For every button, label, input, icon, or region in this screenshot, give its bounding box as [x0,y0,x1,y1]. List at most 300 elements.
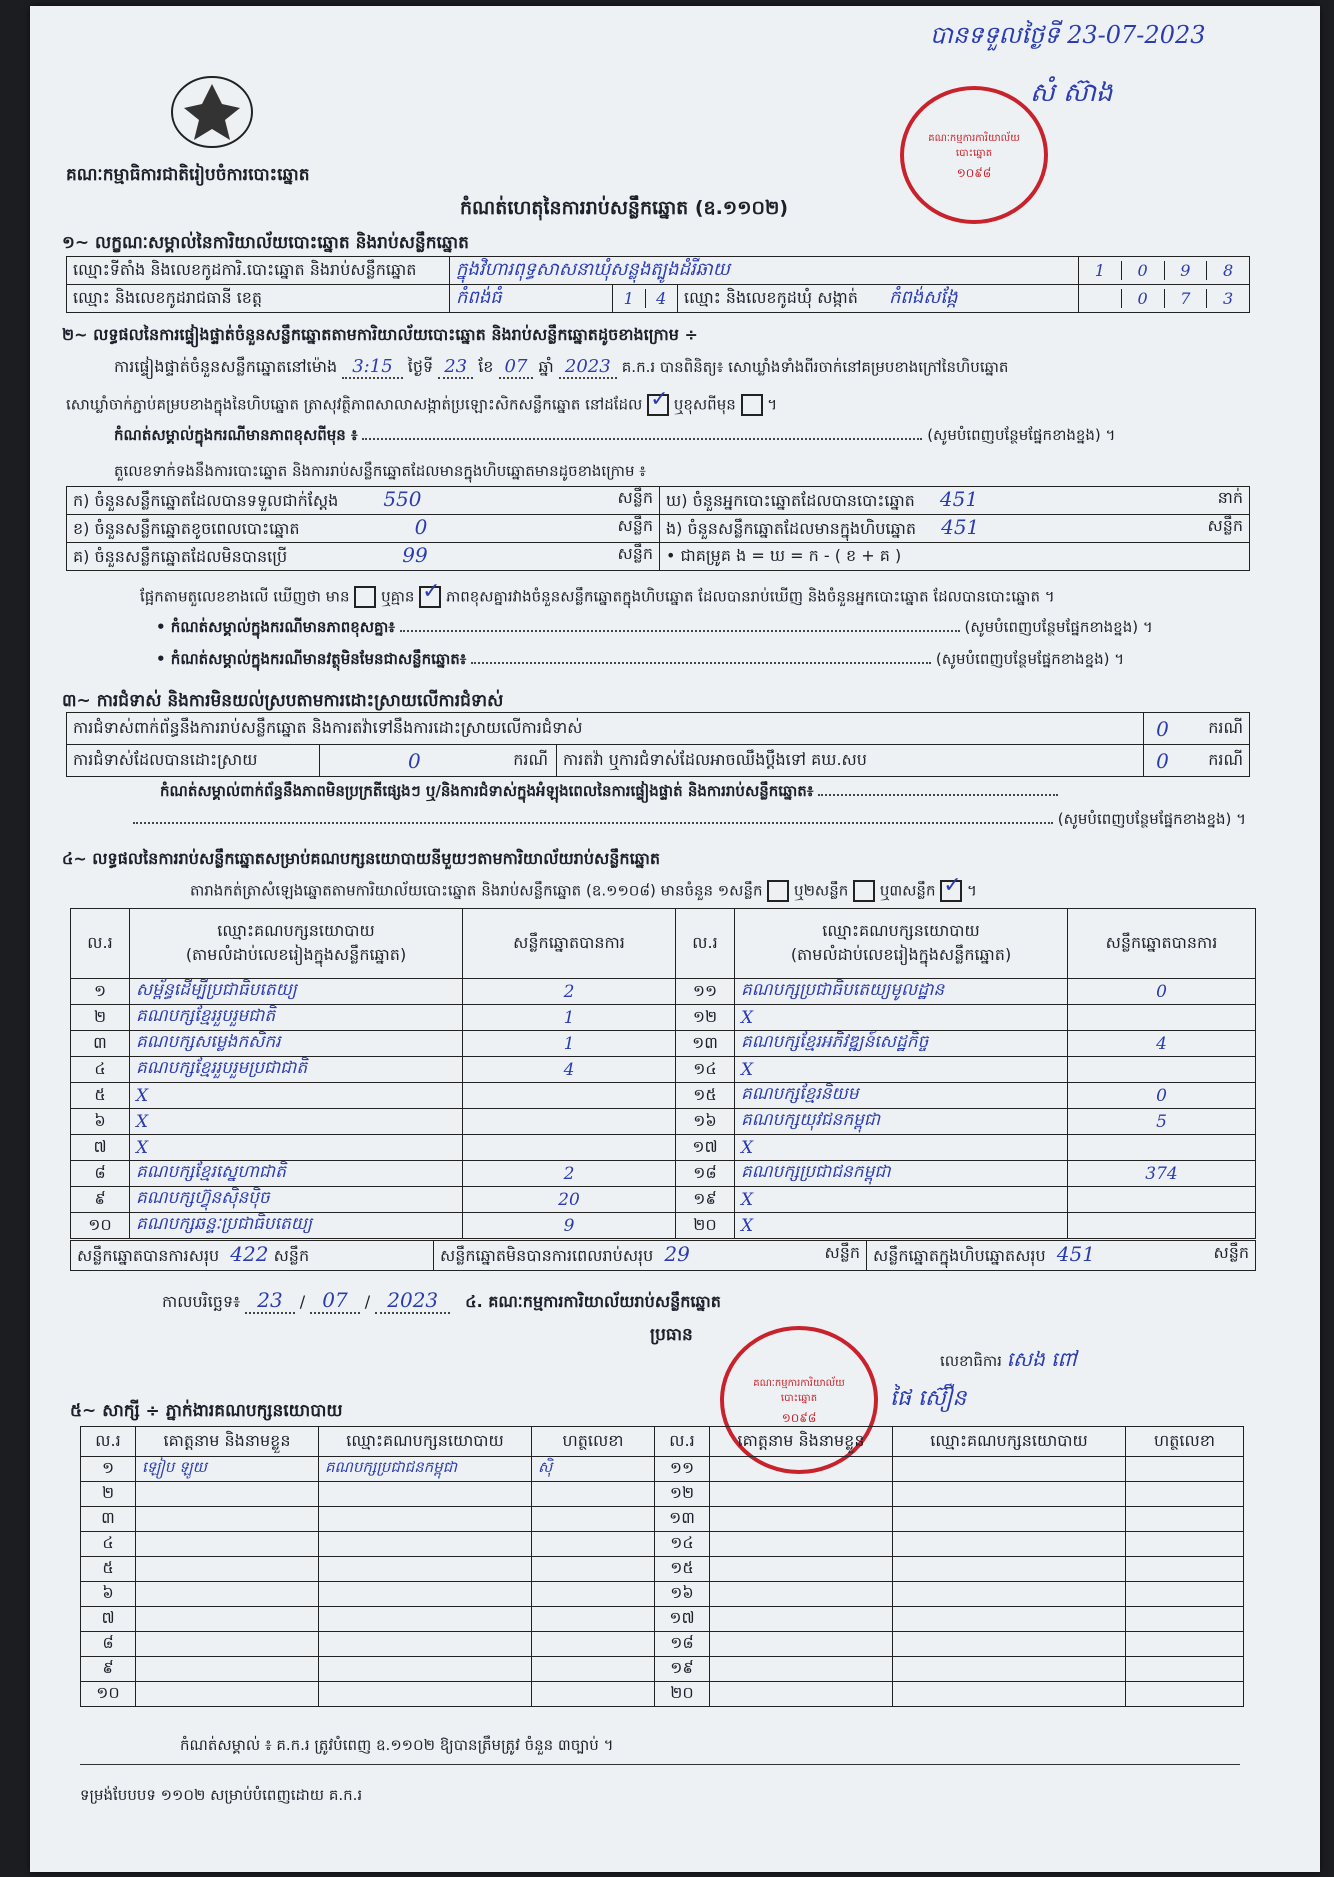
section3-note [160,782,1058,804]
objection-row1-value: 0 [1144,713,1181,745]
witness-row [81,1532,1244,1557]
witness-sign-left [532,1557,655,1582]
objections-table [66,712,1250,777]
col-votes-right: សន្លឹកឆ្នោតបានការ [1068,909,1256,979]
witness-party-right [893,1507,1126,1532]
location-code-digit: 9 [1165,261,1208,280]
witness-sign-right [1126,1607,1244,1632]
witness-name-left [136,1682,319,1707]
vote-count-left: 2 [463,979,676,1005]
vote-no-right: ២០ [676,1213,735,1239]
official-seal-top [900,86,1048,224]
witness-no-right: ១៧ [655,1607,710,1632]
total-valid-cell [71,1241,434,1271]
witness-party-right [893,1557,1126,1582]
count-ka [67,487,660,515]
vote-party-right: X [735,1187,1068,1213]
vote-count-left [463,1109,676,1135]
objection-row2b-value: 0 [1144,745,1181,777]
section4-opt3: ឬ៣សន្លឹក [879,881,936,900]
witness-no-right: ១២ [655,1482,710,1507]
witness-no-right: ១៥ [655,1557,710,1582]
witness-col-sign-left: ហត្ថលេខា [532,1427,655,1457]
bullet2-label: • កំណត់សម្គាល់ក្នុងករណីមានវត្ថុមិនមែនជាសន្លឹកឆ្នោត៖ [156,650,467,668]
province-code-digit: 4 [656,289,667,308]
witness-name-left [136,1657,319,1682]
vote-party-right: គណបក្សប្រជាធិបតេយ្យមូលដ្ឋាន [735,979,1068,1005]
vote-no-right: ១៦ [676,1109,735,1135]
witness-sign-right [1126,1557,1244,1582]
secretary-line [940,1346,1077,1376]
vote-count-left: 4 [463,1057,676,1083]
different-checkbox[interactable] [741,394,763,416]
seal-top-number: ១០៩៨ [956,166,992,180]
witness-name-left [136,1482,319,1507]
witness-name-left [136,1507,319,1532]
witness-sign-right [1126,1682,1244,1707]
vote-no-left: ៣ [71,1031,130,1057]
vote-party-left: X [130,1109,463,1135]
year-label: ឆ្នាំ [538,357,554,376]
three-sheet-checkbox[interactable] [940,880,962,902]
document-title: កំណត់ហេតុនៃការរាប់សន្លឹកឆ្នោត (ឧ.១១០២) [460,197,789,219]
count-ko [67,543,660,571]
count-ka-label: ក) ចំនួនសន្លឹកឆ្នោតដែលបានទទួលជាក់ស្តែង [73,491,339,510]
witness-name-left [136,1607,319,1632]
location-code-digit: 0 [1122,261,1165,280]
vote-count-left: 2 [463,1161,676,1187]
count-ngo-value: 451 [941,515,980,539]
seal-bottom-number: ១០៩៨ [781,1411,817,1425]
witness-party-right [893,1532,1126,1557]
count-kha-label: ខ) ចំនួនសន្លឹកឆ្នោតខូចពេលបោះឆ្នោត [73,519,300,538]
vote-row [71,1161,1256,1187]
col-party-right [735,909,1068,979]
day-value: 23 [438,356,473,379]
count-kha-unit: សន្លឹក [617,516,653,535]
vote-party-right: X [735,1057,1068,1083]
vote-row [71,1057,1256,1083]
vote-party-left: X [130,1135,463,1161]
total-box-label: សន្លឹកឆ្នោតក្នុងហិបឆ្នោតសរុប [873,1246,1046,1265]
witness-name-right [710,1607,893,1632]
witness-no-left: ២ [81,1482,136,1507]
objection-row2-cell [320,745,557,777]
location-code-digit: 8 [1223,261,1234,280]
one-sheet-checkbox[interactable] [767,880,789,902]
objection-row2-label: ការជំទាស់ដែលបានដោះស្រាយ [67,745,320,777]
footer-divider [80,1764,1240,1765]
count-ngo-label: ង) ចំនួនសន្លឹកឆ្នោតដែលមានក្នុងហិបឆ្នោត [666,519,916,538]
vote-party-left: X [130,1083,463,1109]
vote-party-left: គណបក្សខ្មែរស្នេហាជាតិ [130,1161,463,1187]
count-kho-label: ឃ) ចំនួនអ្នកបោះឆ្នោតដែលបានបោះឆ្នោត [666,491,915,510]
vote-party-right: គណបក្សខ្មែរនិយម [735,1083,1068,1109]
document-page [30,6,1320,1872]
witness-name-left [136,1582,319,1607]
witness-col-sign-right: ហត្ថលេខា [1126,1427,1244,1457]
witness-no-left: ៨ [81,1632,136,1657]
col-no-left: ល.រ [71,909,130,979]
commune-code-digit: 0 [1122,289,1165,308]
location-value: ក្នុងវិហារពុទ្ធសាសនាឃុំសន្លុងត្បូងដំរីឆាយ [450,257,1079,285]
vote-row [71,979,1256,1005]
receipt-signature: សំ ស៊ាង [1030,78,1113,108]
count-ko-label: គ) ចំនួនសន្លឹកឆ្នោតដែលមិនបានប្រើ [73,547,288,566]
total-box-unit: សន្លឹក [1213,1243,1249,1262]
witness-sign-right [1126,1482,1244,1507]
witness-sign-right [1126,1532,1244,1557]
count-ngo [660,515,1250,543]
witness-party-right [893,1632,1126,1657]
witness-party-right [893,1482,1126,1507]
vote-no-left: ៤ [71,1057,130,1083]
vote-no-left: ១០ [71,1213,130,1239]
time-label: ការផ្ទៀងផ្ទាត់ចំនួនសន្លឹកឆ្នោតនៅម៉ោង [114,357,338,376]
date-month: 07 [310,1288,359,1314]
vote-count-right: 5 [1068,1109,1256,1135]
witness-sign-left: ស៊ិ [532,1457,655,1482]
witness-party-left [319,1607,532,1632]
witness-party-left [319,1557,532,1582]
witness-col-party-left: ឈ្មោះគណបក្សនយោបាយ [319,1427,532,1457]
vote-party-left: គណបក្សហ៊្វុនស៊ិនប៉ិច [130,1187,463,1213]
witness-row [81,1457,1244,1482]
witness-sign-left [532,1607,655,1632]
vote-no-left: ៦ [71,1109,130,1135]
count-ko-value: 99 [402,543,428,567]
witness-party-left: គណបក្សប្រជាជនកម្ពុជា [319,1457,532,1482]
witness-party-right [893,1582,1126,1607]
witness-no-right: ១១ [655,1457,710,1482]
day-label: ថ្ងៃទី [407,357,434,376]
province-value: កំពង់ធំ [450,285,613,313]
vote-no-left: ៨ [71,1161,130,1187]
witness-sign-left [532,1482,655,1507]
section4-heading: ៤~ លទ្ធផលនៃការរាប់សន្លឹកឆ្នោតសម្រាប់គណបក្សនយោបាយនីមួយៗតាមការិយាល័យរាប់សន្លឹកឆ្នោត [62,849,661,868]
total-invalid-cell [434,1241,867,1271]
witness-row [81,1632,1244,1657]
total-invalid-value: 29 [664,1242,690,1266]
col-no-right: ល.រ [676,909,735,979]
witness-no-left: ៧ [81,1607,136,1632]
votes-table [70,908,1256,1239]
count-kho-value: 451 [939,487,979,511]
witness-name-left [136,1557,319,1582]
vote-count-right: 0 [1068,1083,1256,1109]
commune-value: កំពង់សង្កែ [888,287,958,308]
section3-note-line2 [66,810,1246,832]
vote-count-right [1068,1057,1256,1083]
para-c: សោឃ្លាំចាក់ភ្ជាប់គម្របខាងក្នុងនៃហិបឆ្នោត ត្រាសុវត្ថិភាពសាលាសង្កាត់ប្រឡោះសិកសន្លឹកឆ្នោត នៅដដែល [66,395,643,414]
vote-no-right: ១៩ [676,1187,735,1213]
vote-no-right: ១៥ [676,1083,735,1109]
witness-row [81,1682,1244,1707]
vote-party-left: គណបក្សខ្មែររួបរួមប្រជាជាតិ [130,1057,463,1083]
witness-no-right: ១៦ [655,1582,710,1607]
witness-no-left: ៣ [81,1507,136,1532]
count-kha-value: 0 [414,515,428,539]
witness-name-left [136,1632,319,1657]
witness-row [81,1607,1244,1632]
chair-name: ផៃ ស៊ឿន [890,1386,967,1411]
bullet2-line [156,650,1246,672]
witness-no-left: ៦ [81,1582,136,1607]
vote-no-right: ១៧ [676,1135,735,1161]
vote-count-left: 1 [463,1031,676,1057]
counts-table [66,486,1250,571]
witness-sign-left [532,1582,655,1607]
witness-table [80,1426,1244,1707]
date-label: កាលបរិច្ឆេទ៖ [162,1292,241,1311]
witness-party-right [893,1657,1126,1682]
committee-line: ៤. គណៈកម្មការការិយាល័យរាប់សន្លឹកឆ្នោត [465,1292,721,1311]
location-label: ឈ្មោះទីតាំង និងលេខកូដការិ.បោះឆ្នោត និងរាប់សន្លឹកឆ្នោត [67,257,450,285]
witness-sign-right [1126,1632,1244,1657]
total-valid-value: 422 [230,1242,269,1266]
witness-no-left: ៥ [81,1557,136,1582]
vote-row [71,1005,1256,1031]
vote-party-right: គណបក្សប្រជាជនកម្ពុជា [735,1161,1068,1187]
vote-row [71,1031,1256,1057]
section3-note-label: កំណត់សម្គាល់ពាក់ព័ន្ធនឹងភាពមិនប្រក្រតីផ្សេងៗ ឬ/និងការជំទាស់ក្នុងអំឡុងពេលនៃការផ្ទៀងផ្ទាត់ និងការរាប់សន្លឹកឆ្នោត៖ [160,782,814,800]
section4-opt2: ឬ២សន្លឹក [794,881,849,900]
vote-count-right: 374 [1068,1161,1256,1187]
witness-name-right [710,1482,893,1507]
witness-name-left: ឡៀប ឡូយ [136,1457,319,1482]
col-votes-left: សន្លឹកឆ្នោតបានការ [463,909,676,979]
witness-col-party-right: ឈ្មោះគណបក្សនយោបាយ [893,1427,1126,1457]
section5-heading: ៥~ សាក្សី ÷ ភ្នាក់ងារគណបក្សនយោបាយ [70,1401,343,1421]
location-code-digit: 1 [1079,261,1122,280]
vote-no-right: ១៣ [676,1031,735,1057]
section2-heading: ២~ លទ្ធផលនៃការផ្ទៀងផ្ទាត់ចំនួនសន្លឹកឆ្នោតតាមការិយាល័យបោះឆ្នោត និងរាប់សន្លឹកឆ្នោតដូចខាងក្រោម ÷ [62,325,698,344]
witness-party-left [319,1482,532,1507]
witness-name-right [710,1532,893,1557]
chair-label: ប្រធាន [650,1325,693,1345]
section4-sub: តារាងកត់ត្រាសំឡេងឆ្នោតតាមការិយាល័យបោះឆ្នោត និងរាប់សន្លឹកឆ្នោត (ឧ.១១០៨) មានចំនួន ១សន្លឹក [190,881,763,900]
witness-sign-left [532,1632,655,1657]
vote-count-left: 20 [463,1187,676,1213]
col-party-right-title: ឈ្មោះគណបក្សនយោបាយ [822,920,980,940]
receipt-note: បានទទួលថ្ងៃទី 23-07-2023 [930,21,1206,49]
note1-fill: (សូមបំពេញបន្ថែមផ្នែកខាងខ្នង) ។ [927,426,1116,444]
witness-sign-left [532,1532,655,1557]
witness-row [81,1657,1244,1682]
same-checkbox[interactable] [647,394,669,416]
vote-count-left [463,1083,676,1109]
commune-code-digit: 3 [1223,289,1234,308]
province-code [613,285,678,313]
date-year: 2023 [375,1288,450,1314]
count-ka-unit: សន្លឹក [617,488,653,507]
section3-note-fill: (សូមបំពេញបន្ថែមផ្នែកខាងខ្នង) ។ [1057,810,1246,828]
province-label: ឈ្មោះ និងលេខកូដរាជធានី ខេត្ត [67,285,450,313]
compare-a: ផ្អែកតាមតួលេខខាងលើ ឃើញថា មាន [140,587,350,606]
witness-no-right: ១៣ [655,1507,710,1532]
vote-row [71,1187,1256,1213]
count-kha [67,515,660,543]
vote-no-left: ២ [71,1005,130,1031]
time-value: 3:15 [342,356,402,379]
witness-row [81,1482,1244,1507]
witness-sign-right [1126,1582,1244,1607]
witness-no-right: ១៨ [655,1632,710,1657]
vote-count-right: 4 [1068,1031,1256,1057]
month-value: 07 [499,356,534,379]
witness-col-name-right: គោត្តនាម និងនាមខ្លួន [710,1427,893,1457]
witness-party-left [319,1657,532,1682]
witness-party-left [319,1632,532,1657]
count-formula: • ជាគម្រូគ ង = ឃ = ក - ( ខ + គ ) [660,543,1250,571]
vote-row [71,1109,1256,1135]
vote-party-right: X [735,1135,1068,1161]
section2-intro: តួលេខទាក់ទងនឹងការបោះឆ្នោត និងការរាប់សន្លឹកឆ្នោតដែលមានក្នុងហិបឆ្នោតមានដូចខាងក្រោម ៖ [114,462,646,480]
vote-party-left: គណបក្សឆន្ទៈប្រជាធិបតេយ្យ [130,1213,463,1239]
count-ngo-unit: សន្លឹក [1207,516,1243,535]
commune-code-digit: 7 [1165,289,1208,308]
vote-count-right [1068,1187,1256,1213]
total-valid-label: សន្លឹកឆ្នោតបានការសរុប [77,1246,220,1265]
two-sheet-checkbox[interactable] [853,880,875,902]
totals-table [70,1240,1256,1271]
witness-name-left [136,1532,319,1557]
witness-col-no-right: ល.រ [655,1427,710,1457]
vote-no-right: ១៤ [676,1057,735,1083]
objection-row2-unit: ករណី [513,749,548,769]
commune-cell [678,285,1079,313]
total-invalid-unit: សន្លឹក [824,1243,860,1262]
witness-col-name-left: គោត្តនាម និងនាមខ្លួន [136,1427,319,1457]
commune-label: ឈ្មោះ និងលេខកូដឃុំ សង្កាត់ [684,288,858,307]
witness-no-right: ១៤ [655,1532,710,1557]
witness-party-left [319,1582,532,1607]
vote-no-right: ១២ [676,1005,735,1031]
witness-sign-right [1126,1457,1244,1482]
witness-name-right [710,1657,893,1682]
total-box-cell [867,1241,1256,1271]
vote-count-left: 1 [463,1005,676,1031]
witness-party-left [319,1507,532,1532]
witness-name-right [710,1507,893,1532]
location-code [1079,257,1250,285]
vote-party-left: សម្ព័ន្ធដើម្បីប្រជាធិបតេយ្យ [130,979,463,1005]
witness-sign-left [532,1682,655,1707]
secretary-label: លេខាធិការ [940,1352,1002,1370]
witness-row [81,1557,1244,1582]
commune-code [1079,285,1250,313]
seal-bottom-text: គណៈកម្មការការិយាល័យបោះឆ្នោត [753,1378,845,1404]
committee-name: គណៈកម្មាធិការជាតិរៀបចំការបោះឆ្នោត [66,165,310,185]
witness-sign-right [1126,1657,1244,1682]
section2-line2: សោឃ្លាំចាក់ភ្ជាប់គម្របខាងក្នុងនៃហិបឆ្នោត ត្រាសុវត្ថិភាពសាលាសង្កាត់ប្រឡោះសិកសន្លឹកឆ្នោត នៅដដែល ✓ ឬខុសពីមុន ។ [66,394,777,418]
witness-party-right [893,1607,1126,1632]
nec-emblem-icon [170,74,254,150]
vote-no-left: ៩ [71,1187,130,1213]
vote-count-right [1068,1135,1256,1161]
objection-row2b-label: ការតវ៉ា ឬការជំទាស់ដែលអាចឈឹងប្តឹងទៅ គឃ.សប [557,745,1144,777]
vote-party-right: X [735,1213,1068,1239]
witness-no-left: ៤ [81,1532,136,1557]
total-valid-unit: សន្លឹក [273,1246,310,1265]
vote-party-left: គណបក្សខ្មែររួបរួមជាតិ [130,1005,463,1031]
vote-party-left: គណបក្សសម្លេងកសិករ [130,1031,463,1057]
count-ka-value: 550 [383,487,422,511]
col-party-right-sub: (តាមលំដាប់លេខរៀងក្នុងសន្លឹកឆ្នោត) [790,944,1012,964]
witness-no-left: ៩ [81,1657,136,1682]
same-label: ឬខុសពីមុន [673,395,736,414]
compare-line [140,586,1055,610]
count-kho [660,487,1250,515]
vote-no-left: ៧ [71,1135,130,1161]
note1-label: កំណត់សម្គាល់ក្នុងករណីមានភាពខុសពីមុន ៖ [114,426,358,444]
vote-party-right: គណបក្សយុវជនកម្ពុជា [735,1109,1068,1135]
vote-row [71,1135,1256,1161]
witness-party-right [893,1457,1126,1482]
seal-top-text: គណៈកម្មការការិយាល័យបោះឆ្នោត [928,133,1020,159]
vote-count-right [1068,1005,1256,1031]
witness-party-left [319,1682,532,1707]
has-difference-checkbox[interactable] [354,586,376,608]
section2-note-line [114,426,1244,448]
objection-row1-unit: ករណី [1181,713,1250,745]
objection-row1-label: ការជំទាស់ពាក់ព័ន្ធនឹងការរាប់សន្លឹកឆ្នោត និងការតវ៉ាទៅនឹងការដោះស្រាយលើការជំទាស់ [67,713,1144,745]
bullet2-fill: (សូមបំពេញបន្ថែមផ្នែកខាងខ្នង) ។ [935,650,1125,668]
witness-sign-right [1126,1507,1244,1532]
bullet1-line [156,618,1246,640]
month-label: ខែ [478,357,494,376]
footnote: កំណត់សម្គាល់ ៖ គ.ក.រ ត្រូវបំពេញ ឧ.១១០២ ឱ្យបានត្រឹមត្រូវ ចំនួន ៣ច្បាប់ ។ [180,1736,614,1754]
vote-row [71,1083,1256,1109]
witness-col-no-left: ល.រ [81,1427,136,1457]
bullet1-label: • កំណត់សម្គាល់ក្នុងករណីមានភាពខុសគ្នា៖ [156,618,395,636]
no-difference-checkbox[interactable] [419,586,441,608]
compare-c: ភាពខុសគ្នារវាងចំនួនសន្លឹកឆ្នោតក្នុងហិបឆ្នោត ដែលបានរាប់ឃើញ និងចំនួនអ្នកបោះឆ្នោត ដែលបានបោះឆ្នោត ។ [445,587,1055,606]
section1-heading: ១~ លក្ខណៈសម្គាល់នៃការិយាល័យបោះឆ្នោត និងរាប់សន្លឹកឆ្នោត [62,233,469,253]
objection-row2b-unit: ករណី [1181,745,1250,777]
bullet1-fill: (សូមបំពេញបន្ថែមផ្នែកខាងខ្នង) ។ [964,618,1153,636]
witness-name-right [710,1457,893,1482]
vote-count-left: 9 [463,1213,676,1239]
count-ko-unit: សន្លឹក [617,544,653,563]
year-value: 2023 [559,356,617,379]
witness-no-left: ១០ [81,1682,136,1707]
compare-b: ឬគ្មាន [381,587,415,606]
section2-line1 [114,356,1008,380]
witness-party-left [319,1532,532,1557]
total-invalid-label: សន្លឹកឆ្នោតមិនបានការពេលរាប់សរុប [440,1246,654,1265]
vote-count-right [1068,1213,1256,1239]
date-day: 23 [245,1288,294,1314]
vote-no-left: ៥ [71,1083,130,1109]
section1-table [66,256,1250,313]
form-note: ទម្រង់បែបបទ ១១០២ សម្រាប់បំពេញដោយ គ.ក.រ [80,1786,363,1804]
vote-count-left [463,1135,676,1161]
total-box-value: 451 [1056,1242,1095,1266]
witness-party-right [893,1682,1126,1707]
col-party-left-sub: (តាមលំដាប់លេខរៀងក្នុងសន្លឹកឆ្នោត) [185,944,407,964]
witness-sign-left [532,1507,655,1532]
col-party-left-title: ឈ្មោះគណបក្សនយោបាយ [217,920,375,940]
witness-name-right [710,1582,893,1607]
witness-no-right: ១៩ [655,1657,710,1682]
date-line: កាលបរិច្ឆេទ៖ 23 / 07 / 2023 ៤. គណៈកម្មការការិយាល័យរាប់សន្លឹកឆ្នោត [162,1288,721,1312]
para-b: គ.ក.រ បានពិនិត្យ៖ សោឃ្លាំងទាំងពីរចាក់នៅគម្របខាងក្រៅនៃហិបឆ្នោត [621,358,1009,376]
witness-no-right: ២០ [655,1682,710,1707]
vote-no-left: ១ [71,979,130,1005]
vote-count-right: 0 [1068,979,1256,1005]
witness-row [81,1507,1244,1532]
